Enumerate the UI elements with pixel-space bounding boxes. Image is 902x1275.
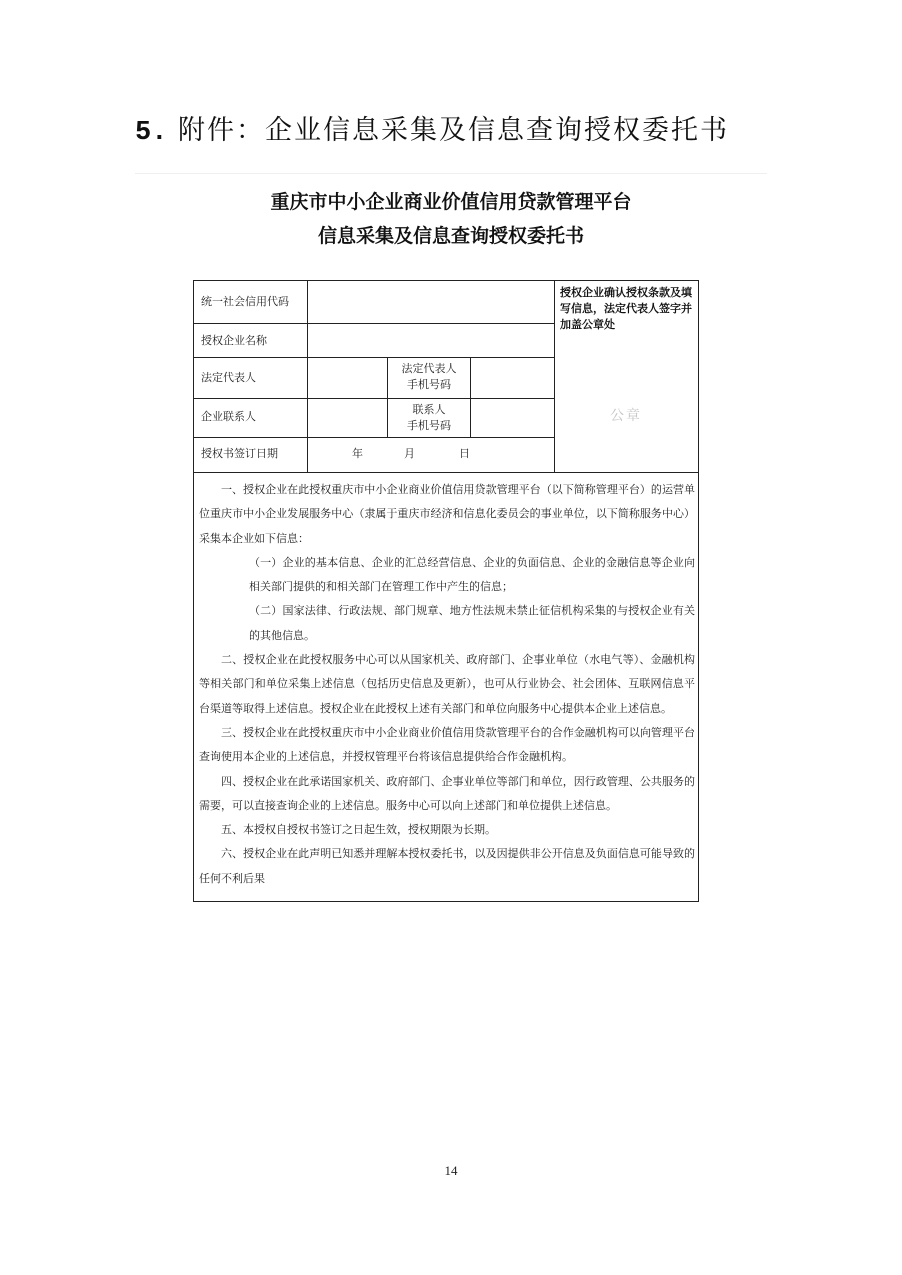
authorization-terms <box>199 478 695 891</box>
grid-line <box>470 357 471 437</box>
grid-line <box>194 398 554 399</box>
term-paragraph-3: 三、授权企业在此授权重庆市中小企业商业价值信用贷款管理平台的合作金融机构可以向管理平台查询使用本企业的上述信息，并授权管理平台将该信息提供给合作金融机构。 <box>199 725 695 764</box>
grid-line <box>307 281 308 472</box>
grid-line <box>194 472 698 473</box>
page-number: 14 <box>444 1163 458 1178</box>
term-paragraph-2: 二、授权企业在此授权服务中心可以从国家机关、政府部门、企事业单位（水电气等）、金融机构等相关部门和单位采集上述信息（包括历史信息及更新），也可从行业协会、社会团体、互联网信息平台渠道等取得上述信息。授权企业在此授权上述有关部门和单位向服务中心提供本企业上述信息。 <box>199 653 695 715</box>
sign-date-label: 授权书签订日期 <box>201 447 278 460</box>
seal-instruction: 授权企业确认授权条款及填写信息，法定代表人签字并加盖公章处 <box>560 286 692 331</box>
term-paragraph-1: 一、授权企业在此授权重庆市中小企业商业价值信用贷款管理平台（以下简称管理平台）的运营单位重庆市中小企业发展服务中心（隶属于重庆市经济和信息化委员会的事业单位，以下简称服务中心）采集本企业如下信息： <box>199 483 695 545</box>
contact-phone-label <box>388 402 470 434</box>
credit-code-label: 统一社会信用代码 <box>201 295 289 308</box>
document-title-line2: 信息采集及信息查询授权委托书 <box>317 225 584 247</box>
grid-line <box>194 437 554 438</box>
legal-rep-phone-label-line2: 手机号码 <box>407 378 451 391</box>
term-paragraph-6: 六、授权企业在此声明已知悉并理解本授权委托书，以及因提供非公开信息及负面信息可能导致的任何不利后果 <box>199 847 695 885</box>
company-name-label: 授权企业名称 <box>201 334 267 347</box>
term-paragraph-1a: （一）企业的基本信息、企业的汇总经营信息、企业的负面信息、企业的金融信息等企业向相关部门提供的和相关部门在管理工作中产生的信息； <box>249 555 695 594</box>
document-title-line1: 重庆市中小企业商业价值信用贷款管理平台 <box>270 191 632 213</box>
grid-line <box>554 281 555 472</box>
legal-rep-phone-label <box>388 361 470 393</box>
scan-edge-line <box>135 173 767 174</box>
legal-rep-label: 法定代表人 <box>201 371 256 384</box>
heading-number: 5. <box>135 118 168 148</box>
date-day-label: 日 <box>459 447 470 460</box>
grid-line <box>194 357 554 358</box>
contact-phone-label-line1: 联系人 <box>412 403 446 416</box>
contact-label: 企业联系人 <box>201 410 256 423</box>
attachment-heading <box>135 108 729 148</box>
term-paragraph-1b: （二）国家法律、行政法规、部门规章、地方性法规未禁止征信机构采集的与授权企业有关的其他信息。 <box>249 604 695 642</box>
term-paragraph-4: 四、授权企业在此承诺国家机关、政府部门、企事业单位等部门和单位，因行政管理、公共服务的需要，可以直接查询企业的上述信息。服务中心可以向上述部门和单位提供上述信息。 <box>199 774 695 812</box>
grid-line <box>194 323 554 324</box>
legal-rep-phone-label-line1: 法定代表人 <box>401 362 457 375</box>
contact-phone-label-line2: 手机号码 <box>407 419 451 432</box>
company-seal-placeholder: 公章 <box>610 408 642 424</box>
date-year-label: 年 <box>352 447 363 460</box>
term-paragraph-5: 五、本授权自授权书签订之日起生效，授权期限为长期。 <box>221 823 496 837</box>
date-month-label: 月 <box>404 447 415 460</box>
authorization-form <box>193 280 699 902</box>
heading-text: 附件：企业信息采集及信息查询授权委托书 <box>178 115 729 146</box>
